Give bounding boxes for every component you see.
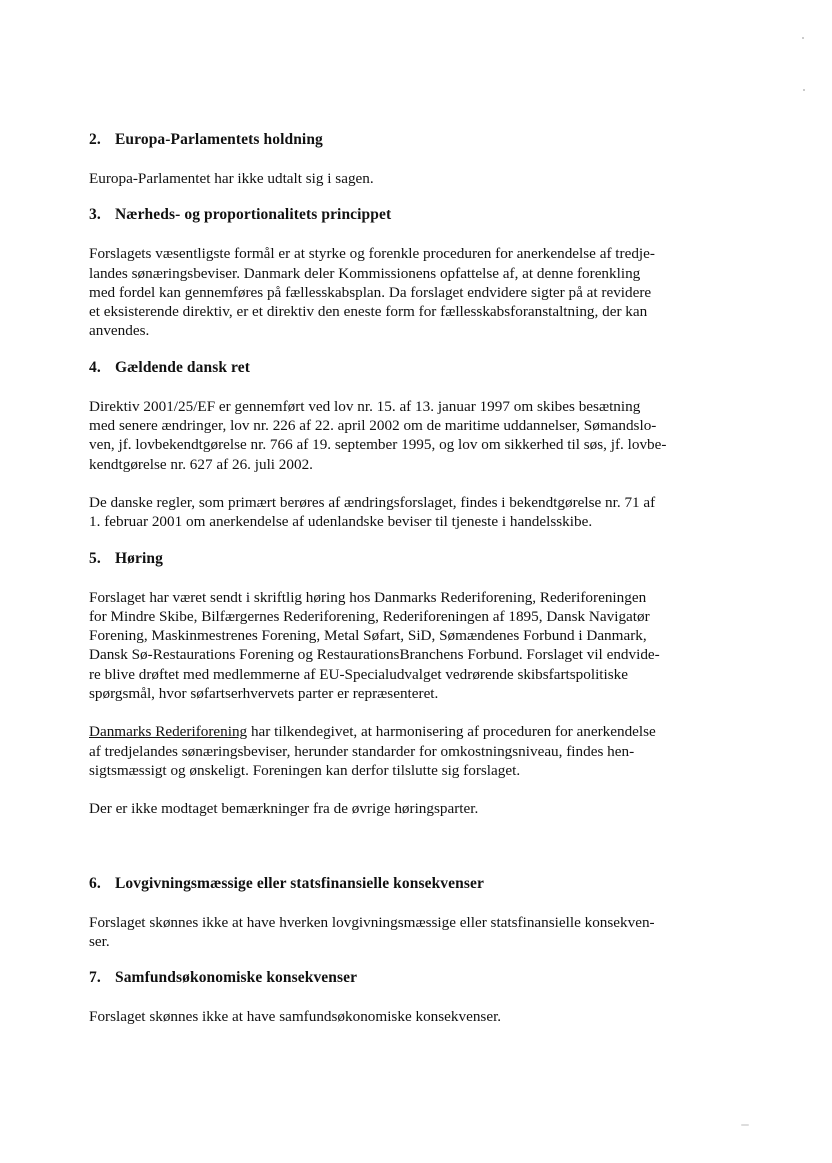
paragraph: Danmarks Rederiforening har tilkendegivet, at harmonisering af proceduren for anerkendelse af tredjelandes sønæringsbeviser, herunder standarder for omkostningsniveau, findes hen- sigtsmæssigt og ønskeligt. Foreningen kan derfor tilslutte sig forslaget. bbox=[89, 723, 656, 779]
paragraph: Forslaget har været sendt i skriftlig høring hos Danmarks Rederiforening, Rederiforeningen for Mindre Skibe, Bilfærgernes Rederiforening, Rederiforeningen af 1895, Dansk Navigatør Forening, Maskinmestrenes Forening, Metal Søfart, SiD, Sømændenes Forbund i Danmark, Dansk Sø-Restaurations Forening og RestaurationsBranchens Forbund. Forslaget vil endvide- re blive drøftet med medlemmerne af EU-Specialudvalget vedrørende skibsfartspolitiske spørgsmål, hvor søfartserhvervets parter er repræsenteret. bbox=[89, 588, 660, 703]
section-3 bbox=[89, 205, 759, 340]
document-page bbox=[89, 130, 759, 1026]
section-heading: 4. Gældende dansk ret bbox=[89, 358, 250, 376]
paragraph: Der er ikke modtaget bemærkninger fra de øvrige høringsparter. bbox=[89, 800, 479, 818]
paragraph: Direktiv 2001/25/EF er gennemført ved lov nr. 15. af 13. januar 1997 om skibes besætning med senere ændringer, lov nr. 226 af 22. april 2002 om de maritime uddannelser, Sømandslo- ven, jf. lovbekendtgørelse nr. 766 af 19. september 1995, og lov om sikkerhed til søs, jf. lovbe- kendtgørelse nr. 627 af 26. juli 2002. bbox=[89, 397, 667, 473]
underlined-organisation: Danmarks Rederiforening bbox=[89, 723, 248, 741]
paragraph: Forslaget skønnes ikke at have hverken lovgivningsmæssige eller statsfinansielle konsekven- ser. bbox=[89, 913, 655, 950]
section-heading: 3. Nærheds- og proportionalitets princippet bbox=[89, 206, 392, 224]
scan-speck bbox=[741, 1124, 749, 1126]
section-7 bbox=[89, 968, 759, 1026]
section-4 bbox=[89, 358, 759, 532]
section-heading: 7. Samfundsøkonomiske konsekvenser bbox=[89, 969, 358, 987]
paragraph: Europa-Parlamentet har ikke udtalt sig i sagen. bbox=[89, 170, 374, 187]
section-heading: 5. Høring bbox=[89, 549, 163, 567]
paragraph: De danske regler, som primært berøres af ændringsforslaget, findes i bekendtgørelse nr. 71 af 1. februar 2001 om anerkendelse af udenlandske beviser til tjeneste i handelsskibe. bbox=[89, 493, 656, 531]
section-heading: 2. Europa-Parlamentets holdning bbox=[89, 131, 323, 148]
section-heading: 6. Lovgivningsmæssige eller statsfinansielle konsekvenser bbox=[89, 874, 484, 892]
section-5 bbox=[89, 549, 759, 819]
section-2 bbox=[89, 130, 759, 188]
scan-speck bbox=[802, 37, 804, 39]
scan-speck bbox=[803, 89, 805, 91]
paragraph: Forslagets væsentligste formål er at styrke og forenkle proceduren for anerkendelse af tredje- landes sønæringsbeviser. Danmark deler Kommissionens opfattelse af, at denne forenkling med fordel kan gennemføres på fællesskabsplan. Da forslaget endvidere sigter på at revidere et eksisterende direktiv, er et direktiv den eneste form for fællesskabsforanstaltning, der kan anvendes. bbox=[89, 245, 655, 340]
paragraph: Forslaget skønnes ikke at have samfundsøkonomiske konsekvenser. bbox=[89, 1008, 502, 1026]
section-6 bbox=[89, 874, 759, 952]
